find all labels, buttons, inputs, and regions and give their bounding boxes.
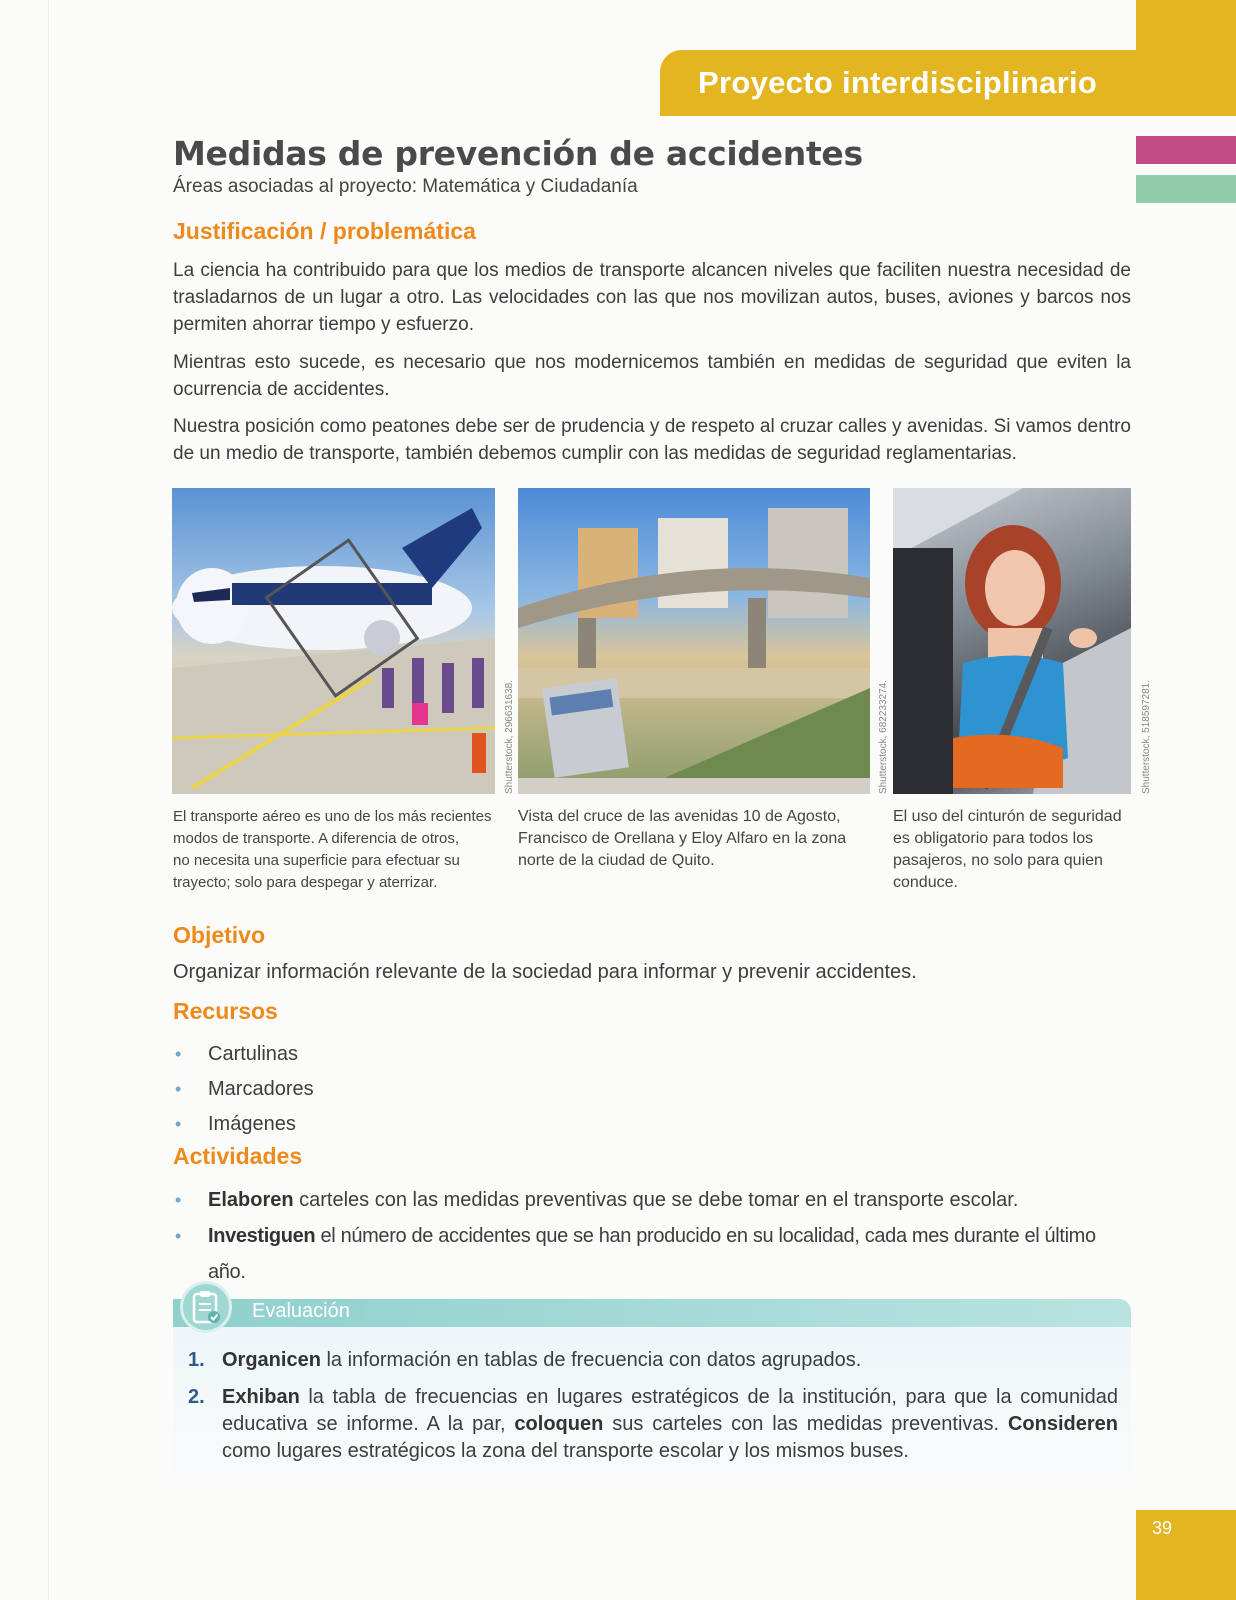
photo-airplane — [172, 488, 495, 794]
caption-line: trayecto; solo para despegar y aterrizar. — [173, 874, 438, 891]
list-item-text: sus carteles con las medidas preventivas. — [603, 1413, 1008, 1435]
caption-seatbelt — [893, 806, 1143, 894]
caption-line: El uso del cinturón de seguridad — [893, 808, 1122, 825]
paragraph-2: Mientras esto sucede, es necesario que nos modernicemos también en medidas de seguridad que eviten la ocurrencia de accidentes. — [173, 352, 1131, 400]
heading-objetivo: Objetivo — [173, 922, 266, 948]
caption-line: Francisco de Orellana y Eloy Alfaro en la zona — [518, 830, 847, 847]
caption-line: conduce. — [893, 874, 958, 891]
airplane-illustration — [172, 488, 495, 794]
evaluacion-label: Evaluación — [252, 1300, 350, 1322]
corner-bar — [1136, 0, 1236, 50]
caption-line: no necesita una superficie para efectuar su — [173, 852, 460, 869]
heading-actividades: Actividades — [173, 1143, 303, 1169]
list-item: • Marcadores — [173, 1072, 314, 1107]
list-item: • Imágenes — [173, 1107, 314, 1142]
green-stripe — [1136, 175, 1236, 203]
caption-line: norte de la ciudad de Quito. — [518, 852, 715, 869]
page-subtitle: Áreas asociadas al proyecto: Matemática y Ciudadanía — [173, 176, 638, 197]
caption-line: El transporte aéreo es uno de los más recientes — [173, 808, 492, 825]
project-banner — [660, 50, 1236, 116]
list-item-text: el número de accidentes que se han producido en su localidad, cada mes durante el último año. — [208, 1225, 1096, 1283]
list-item — [188, 1347, 1118, 1374]
heading-justificacion: Justificación / problemática — [173, 218, 476, 244]
photo-bridge — [518, 488, 870, 794]
project-banner-label: Proyecto interdisciplinario — [698, 65, 1098, 100]
list-item-verb: coloquen — [514, 1413, 604, 1435]
seatbelt-illustration — [893, 488, 1131, 794]
list-number: 1. — [188, 1349, 205, 1371]
list-number: 2. — [188, 1386, 205, 1408]
photo-credit-2: Shutterstock, 682233274. — [878, 680, 889, 794]
page-number: 39 — [1152, 1518, 1173, 1538]
paragraph-3: Nuestra posición como peatones debe ser de prudencia y de respeto al cruzar calles y avenidas. Si vamos dentro de un medio de transporte, también debemos cumplir con las medidas de seguridad reglamentarias. — [173, 416, 1131, 464]
page-number-box — [1136, 1510, 1236, 1600]
objetivo-text: Organizar información relevante de la sociedad para informar y prevenir accidentes. — [173, 961, 917, 983]
caption-airplane — [173, 806, 503, 894]
list-item — [188, 1384, 1118, 1465]
list-item-verb: Consideren — [1007, 1413, 1118, 1435]
list-item-text: la información en tablas de frecuencia con datos agrupados. — [320, 1349, 862, 1371]
actividades-list — [173, 1182, 1133, 1290]
clipboard-check-icon — [180, 1281, 232, 1333]
list-item — [173, 1182, 1133, 1218]
bridge-illustration — [518, 488, 870, 794]
caption-line: pasajeros, no solo para quien — [893, 852, 1103, 869]
list-item-verb: Organicen — [222, 1349, 321, 1371]
list-item — [173, 1218, 1133, 1290]
caption-line: es obligatorio para todos los — [893, 830, 1094, 847]
list-item-text: carteles con las medidas preventivas que se debe tomar en el transporte escolar. — [293, 1189, 1019, 1211]
list-item: • Cartulinas — [173, 1037, 314, 1072]
photo-credit-3: Shutterstock, 518597281. — [1141, 680, 1152, 794]
page-title: Medidas de prevención de accidentes — [173, 134, 863, 173]
photo-credit-1: Shutterstock, 296631638. — [504, 680, 515, 794]
list-item-text: la tabla de frecuencias en lugares estratégicos de la institución, para que la comunidad educativa se informe. A la par, — [222, 1386, 1118, 1435]
evaluacion-list — [188, 1347, 1118, 1465]
caption-line: Vista del cruce de las avenidas 10 de Agosto, — [518, 808, 841, 825]
photo-seatbelt — [893, 488, 1131, 794]
margin-line — [48, 0, 49, 1600]
paragraph-1: La ciencia ha contribuido para que los medios de transporte alcancen niveles que faciliten nuestra necesidad de trasladarnos de un lugar a otro. Las velocidades con las que nos movilizan autos, buses, aviones y barcos nos permiten ahorrar tiempo y esfuerzo. — [173, 260, 1131, 335]
caption-bridge — [518, 806, 870, 872]
list-item-verb: Investiguen — [208, 1225, 316, 1247]
list-item-verb: Elaboren — [208, 1189, 294, 1211]
list-item-verb: Exhiban — [222, 1386, 300, 1408]
recursos-list — [173, 1037, 314, 1142]
heading-recursos: Recursos — [173, 998, 278, 1024]
caption-line: modos de transporte. A diferencia de otros, — [173, 830, 460, 847]
pink-stripe — [1136, 136, 1236, 164]
list-item-text: como lugares estratégicos la zona del transporte escolar y los mismos buses. — [222, 1440, 909, 1462]
